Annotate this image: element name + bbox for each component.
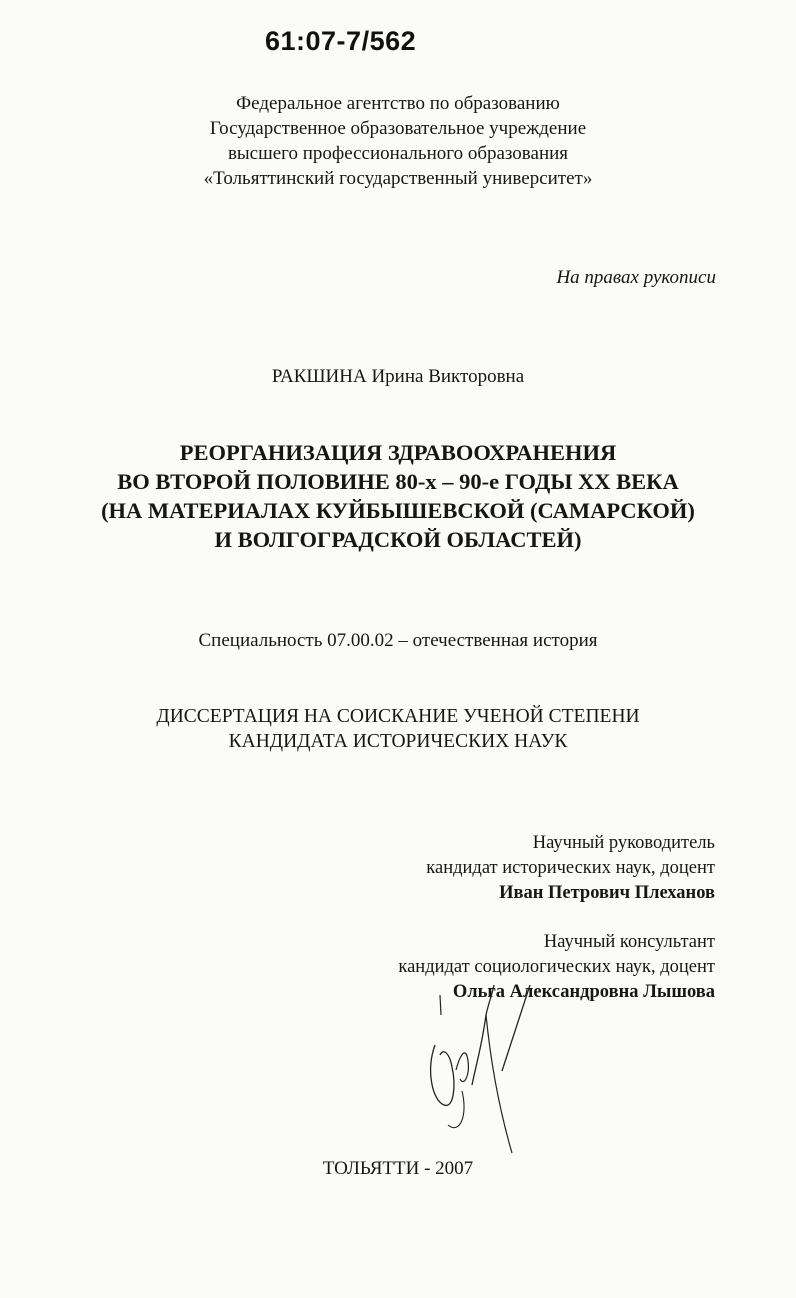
title-line: И ВОЛГОГРАДСКОЙ ОБЛАСТЕЙ)	[214, 527, 582, 552]
degree-line: ДИССЕРТАЦИЯ НА СОИСКАНИЕ УЧЕНОЙ СТЕПЕНИ	[156, 706, 640, 727]
degree-line: КАНДИДАТА ИСТОРИЧЕСКИХ НАУК	[228, 731, 568, 752]
organization-line: высшего профессионального образования	[227, 143, 569, 164]
supervisor-block	[426, 831, 715, 906]
consultant-name: Ольга Александровна Лышова	[452, 982, 715, 1002]
consultant-credentials: кандидат социологических наук, доцент	[398, 957, 715, 977]
degree-statement	[0, 704, 796, 754]
organization-line: «Тольяттинский государственный университет»	[203, 168, 593, 189]
supervisor-role: Научный руководитель	[532, 833, 715, 853]
catalog-number: 61:07-7/562	[265, 26, 417, 56]
handwritten-signature	[420, 975, 550, 1175]
supervisor-credentials: кандидат исторических наук, доцент	[426, 858, 715, 878]
supervisor-name: Иван Петрович Плеханов	[499, 883, 715, 903]
specialty: Специальность 07.00.02 – отечественная история	[198, 630, 598, 651]
title-line: ВО ВТОРОЙ ПОЛОВИНЕ 80-х – 90-е ГОДЫ XX ВЕКА	[117, 469, 679, 494]
rights-note: На правах рукописи	[556, 267, 716, 288]
consultant-role: Научный консультант	[543, 932, 715, 952]
title-line: РЕОРГАНИЗАЦИЯ ЗДРАВООХРАНЕНИЯ	[179, 440, 617, 465]
organization-line: Государственное образовательное учреждение	[209, 118, 587, 139]
author-name: РАКШИНА Ирина Викторовна	[271, 366, 525, 387]
dissertation-title	[0, 438, 796, 554]
organization-line: Федеральное агентство по образованию	[236, 93, 560, 114]
city-year: ТОЛЬЯТТИ - 2007	[322, 1158, 474, 1179]
title-line: (НА МАТЕРИАЛАХ КУЙБЫШЕВСКОЙ (САМАРСКОЙ)	[101, 498, 695, 523]
organization-header	[0, 91, 796, 191]
